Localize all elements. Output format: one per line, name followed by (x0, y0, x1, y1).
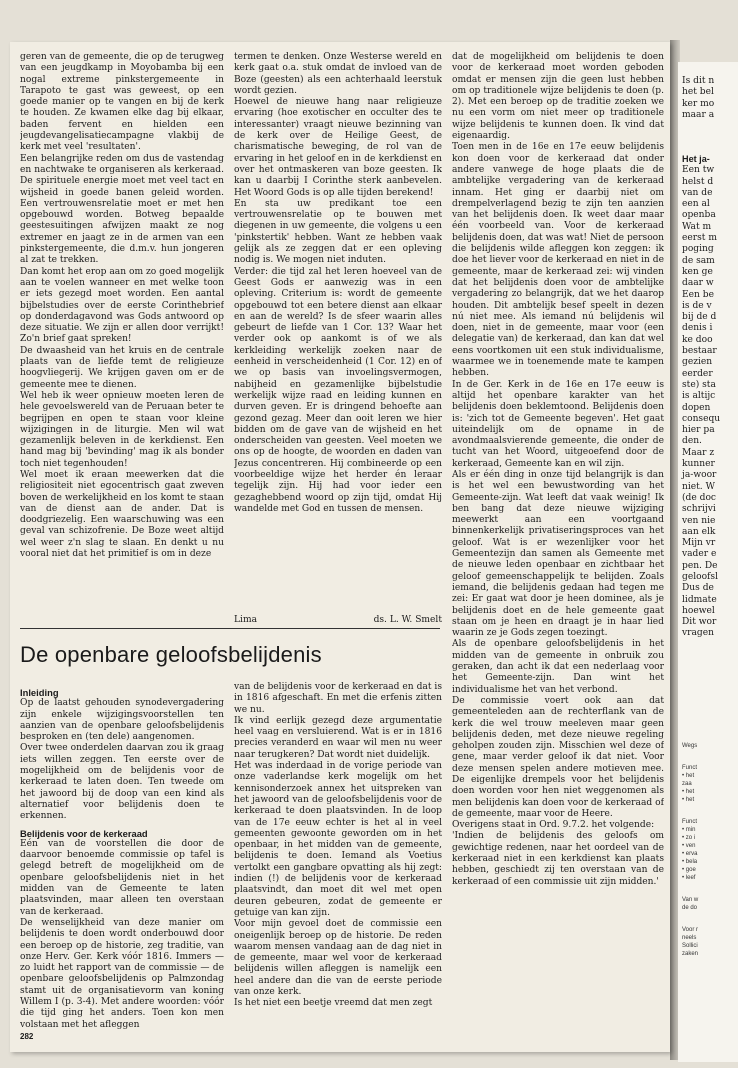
article-column-3 (452, 52, 664, 1042)
text-line: • het (682, 773, 695, 779)
text-line: pen. De (682, 560, 718, 571)
text-line: Dit wor (682, 617, 717, 628)
article-title: De openbare geloofsbelijdenis (20, 642, 322, 667)
paragraph: Hoewel de nieuwe hang naar religieuze ervaring (hoe exotischer en occulter des te interessanter) vraagt nieuwe bezinning van de kerk over de Heilige Geest, de charismatische beweging, de rol van de ervaring in het geloof en in de kerkdienst en over het ontmaskeren van boze geesten. Ik kan u daarbij I Corinthe sterk aanbevelen. Het Woord Gods is op alle tijden berekend! (234, 97, 442, 198)
next-page-mid-text (682, 154, 720, 640)
text-line: bij de d (682, 312, 717, 323)
text-line: het bel (682, 87, 714, 98)
paragraph: termen te denken. Onze Westerse wereld en kerk gaat o.a. stuk omdat de invloed van de Boze (geesten) als een achterhaald leerstuk wordt gezien. (234, 52, 442, 96)
text-line: • zo i (682, 835, 696, 841)
text-line: • goe (682, 867, 696, 873)
paragraph: Een belangrijke reden om dus de vastendag en nachtwake te organiseren als kerkeraad. De spirituele energie moet met veel tact en wijsheid in goede banen geleid worden. Een vertrouwensrelatie moet er met hen opgebouwd worden. Botweg bepaalde geestesuitingen afwijzen maakt ze nog extremer en jaagt ze in de armen van een pinkstergemeente, die d.m.v. hun jongeren al zat te trekken. (20, 153, 224, 266)
text-line: Maar z (682, 447, 715, 458)
text-line: van de (682, 187, 713, 198)
paragraph: De dwaasheid van het kruis en de centrale plaats van de liefde temt de religieuze hoogvliegerij. We krijgen gaven om er de gemeente mee te dienen. (20, 345, 224, 390)
paragraph: Toen men in de 16e en 17e eeuw belijdenis kon doen voor de kerkeraad dat onder andere vanwege de hoge plaats die de ambtelijke vergadering van de kerkeraad innam. Het ging er daarbij niet om drempelverlagend bezig te zijn ten aanzien van het belijdenis doen. Ik weet daar maar één voorbeeld van. Voor de kerkeraad belijdenis doen, dat was wat! Niet de persoon die belijdenis wilde afleggen kon zeggen: ik doe het liever voor de kerkeraad en niet in de gemeente, maar de kerkeraad zei: wij vinden dat het belijdenis doen voor de ambtelijke vergadering zo belangrijk, dat we het daarop houden. Dit ambtelijk besef speelt in dezen nú niet mee. Als iemand nú belijdenis wil doen, niet in de gemeente, maar voor (een delegatie van) de kerkeraad, dan kan dat wel eens voortkomen uit een stuk individualisme, waarmee we in toenemende mate te kampen hebben. (452, 142, 664, 379)
paragraph: Het was inderdaad in de vorige periode van onze vaderlandse kerk mogelijk om het kennisonderzoek annex het uitspreken van het jawoord van de geloofsbelijdenis voor de kerkeraad te doen plaatsvinden. In de loop van de 17e eeuw echter is het al in veel gemeenten gewoonte geworden om in het openbaar, in het midden van de gemeente, belijdenis te doen. Iemand als Voetius vertolkt een gangbare opvatting als hij zegt: indien (!) de belijdenis voor de kerkeraad plaatsvindt, dan moet dit wel met open deuren gebeuren, zodat de gemeente er getuige van kan zijn. (234, 761, 442, 918)
text-line: bestaar (682, 346, 717, 357)
text-line: dopen (682, 402, 711, 413)
paragraph: Voor mijn gevoel doet de commissie een oneigenlijk beroep op de historie. De reden waarom mensen vandaag aan de dag niet in de gemeente, maar wel voor de kerkeraad belijdenis willen afleggen is namelijk een heel andere dan die van de eerste periode van onze kerk. (234, 919, 442, 998)
paragraph: Als de openbare geloofsbelijdenis in het midden van de gemeente in onbruik zou geraken, dan acht ik dat een nederlaag voor het Gemeente-zijn. Dan wint het individualisme het van het verbond. (452, 639, 664, 695)
text-line: • min (682, 827, 696, 833)
text-line: maar a (682, 109, 715, 120)
text-line: neels (682, 935, 697, 941)
paragraph: van de belijdenis voor de kerkeraad en dat is in 1816 afgeschaft. En met die erfenis zitten we nu. (234, 682, 442, 715)
text-line: Dus de (682, 583, 714, 594)
next-page-mid-lines (682, 165, 720, 639)
text-line: vader e (682, 549, 717, 560)
article-column-4 (20, 682, 224, 1037)
article-divider (20, 628, 440, 629)
text-line: • ven (682, 843, 696, 849)
paragraph: Over twee onderdelen daarvan zou ik graag iets willen zeggen. Ten eerste over de mogelijkheid om de belijdenis voor de kerkeraad te laten doen. Ten tweede om het jawoord bij de doop van een kind als alternatief voor belijdenis doen te erkennen. (20, 743, 224, 822)
paragraph: Dan komt het erop aan om zo goed mogelijk aan te voelen wanneer en met welke toon er iets gezegd moet worden. Een aantal bijbelstudies over de eerste Corinthebrief op donderdagavond was Gods antwoord op deze situatie. We zijn er allen door verrijkt! Zo'n brief gaat spreken! (20, 266, 224, 345)
text-line: een al (682, 199, 710, 210)
article-column-5 (234, 682, 442, 1037)
text-line: eerst m (682, 233, 717, 244)
paragraph: 'Indien de belijdenis des geloofs om gewichtige redenen, naar het oordeel van de kerkeraad niet in een kerkdienst kan plaats hebben, geschiedt zij ten overstaan van de kerkeraad of een commissie uit zijn midden.' (452, 831, 664, 887)
text-line (682, 912, 698, 926)
text-line: denis i (682, 323, 713, 334)
paragraph: In de Ger. Kerk in de 16e en 17e eeuw is altijd het openbare karakter van het belijdenis doen beklemtoond. Belijdenis doen is: 'zich tot de Gemeente begeven'. Het gaat uiteindelijk om de opname in de avondmaalsvierende gemeente, die onder de tucht van het Woord, uitgeoefend door de kerkeraad, Gemeente kan en wil zijn. (452, 379, 664, 469)
text-line: lidmate (682, 594, 717, 605)
text-line: Wat m (682, 221, 712, 232)
paragraph: dat de mogelijkheid om belijdenis te doen voor de kerkeraad moet worden geboden omdat er mensen zijn die geen lust hebben om op traditionele wijze belijdenis te doen (p. 2). Met een beroep op de traditie zoeken we nu een vorm om niet meer op traditionele wijze belijdenis te kunnen doen. Ik vind dat eigenaardig. (452, 52, 664, 142)
section-heading: Belijdenis voor de kerkeraad (20, 827, 148, 839)
text-line: ja-woor (682, 470, 717, 481)
text-line: Een tw (682, 165, 715, 176)
text-line: ke doo (682, 334, 713, 345)
next-page-small-text (682, 742, 698, 958)
paragraph: De wenselijkheid van deze manier om belijdenis te doen wordt onderbouwd door een beroep op de historie, zeg traditie, van onze Herv. Ger. Kerk vóór 1816. Immers — zo luidt het rapport van de commissie — de openbare geloofsbelijdenis op Palmzondag stamt uit de organisatievorm van koning Willem I (p. 3-4). Met andere woorden: vóór die tijd ging het anders. Toen kon men volstaan met het afleggen (20, 917, 224, 1030)
text-line: eerder (682, 368, 713, 379)
author-signature (234, 615, 442, 625)
text-line: • leef (682, 875, 696, 881)
text-line: consequ (682, 413, 721, 424)
paragraph: Eén van de voorstellen die door de daarvoor benoemde commissie op tafel is gelegd betreft de mogelijkheid om de openbare geloofsbelijdenis niet in het midden van de Gemeente te laten plaatsvinden, maar alleen ten overstaan van de kerkeraad. (20, 838, 224, 917)
paragraph: Wel heb ik weer opnieuw moeten leren de hele gevoelswereld van de Peruaan beter te begrijpen en open te staan voor kleine wijzigingen in de liturgie. Men wil wat gezamenlijk beleven in de kerkdienst. Een hand mag bij 'bevinding' mag ik als bonder toch niet tegenhouden! (20, 390, 224, 469)
text-line: is de v (682, 300, 712, 311)
page-number: 282 (20, 1032, 34, 1041)
text-line: niet. W (682, 481, 715, 492)
magazine-page (10, 42, 670, 1052)
paragraph: Overigens staat in Ord. 9.7.2. het volgende: (452, 820, 655, 831)
paragraph: Wel moet ik eraan meewerken dat die religiositeit niet egocentrisch gaat zweven boven de werkelijkheid en los komt te staan van de dienst aan de ander. Dat is doodgriezelig. Een waarschuwing was een geval van schizofrenie. De Boze weet altijd wel weer z'n slag te slaan. En denkt u nu vooral niet dat het primitief is om in deze (20, 469, 224, 560)
text-line: ste) sta (682, 379, 716, 390)
text-line: den. (682, 436, 702, 447)
text-line: ker mo (682, 98, 715, 109)
text-line: vragen (682, 628, 714, 639)
paragraph: Is het niet een beetje vreemd dat men zegt (234, 998, 433, 1009)
paragraph: De commissie voert ook aan dat gemeenteleden aan de rechterflank van de kerk die wel trouw meeleven maar geen belijdenis deden, met deze nieuwe regeling geholpen zouden zijn. Misschien wel deze of gene, maar verder geloof ik dat niet. Voor deze mensen spelen andere motieven mee. De eigenlijke drempels voor het belijdenis doen worden voor hen niet weggenomen als men belijdenis kan doen voor de kerkeraad of de gemeente, maar voor de Heere. (452, 695, 664, 819)
text-line: (de doc (682, 492, 717, 503)
text-line: zaken (682, 951, 699, 957)
text-line (682, 750, 698, 764)
text-line: Voor r (682, 927, 699, 933)
text-line: kunner (682, 459, 715, 470)
text-line: gezien (682, 357, 713, 368)
next-page-fragment (678, 62, 738, 1062)
text-line: • erva (682, 851, 698, 857)
text-line (682, 882, 698, 896)
text-line: de sam (682, 255, 715, 266)
text-line: de do (682, 905, 698, 911)
article-column-2 (234, 52, 442, 625)
paragraph: Verder: die tijd zal het leren hoeveel van de Geest Gods er aanwezig was in een opleving. Criterium is: wordt de gemeente opgebouwd tot een betere dienst aan elkaar en aan de wereld? Is de sfeer waarin alles gebeurt de liefde van 1 Cor. 13? Waar het verder ook op aankomt is of we als kerkleiding werkelijk zoeken naar de eenheid in verscheidenheid (1 Cor. 12) en of we op basis van invoelingsvermogen, nabijheid en gezamenlijke bijbelstudie werkelijk wijze raad en leiding kunnen en durven geven. Er is dringend behoefte aan gezond gezag. Meer dan ooit leren we hier bidden om de gave van de wijsheid en het onderscheiden van geesten. Veel moeten we ons op de hoogte, de woorden en daden van Jezus concentreren. Hij combineerde op een voorbeeldige wijze het herder én leraar tegelijk zijn. Hij had voor ieder een gezaghebbend woord op zijn tijd, omdat Hij wandelde met God en tussen de mensen. (234, 266, 442, 514)
text-line: • het (682, 789, 695, 795)
next-page-top-text (682, 76, 714, 121)
signature-author: ds. L. W. Smelt (373, 615, 442, 625)
text-line: hoewel (682, 605, 715, 616)
text-line (682, 804, 698, 818)
text-line: ven nie (682, 515, 716, 526)
text-line: openba (682, 210, 716, 221)
text-line: Mijn vr (682, 538, 716, 549)
text-line: • bela (682, 859, 698, 865)
text-line: ken ge (682, 266, 713, 277)
text-line: is altijc (682, 391, 716, 402)
text-line: • het (682, 797, 695, 803)
paragraph: geren van de gemeente, die op de terugweg van een jeugdkamp in Moyobamba bij een nogal extreme pinkstergemeente in Tarapoto te gast was geweest, op een goede manier op te vangen en bij de kerk te houden. Ze kwamen elke dag bij elkaar, baden fervent en hielden een jeugdevangelisatiecampagne vlakbij de kerk met veel 'resultaten'. (20, 52, 224, 153)
text-line: Sollici (682, 943, 698, 949)
text-line: daar w (682, 278, 714, 289)
text-line: hier pa (682, 425, 715, 436)
text-line: geloofsl (682, 571, 719, 582)
text-line: Van w (682, 897, 699, 903)
text-line: Funct (682, 765, 698, 771)
text-line: Een be (682, 289, 714, 300)
paragraph: Als er één ding in onze tijd belangrijk is dan is het wel een bewustwording van het Gemeente-zijn. Wat leeft dat vaak weinig! Ik ben bang dat deze nieuwe wijziging meewerkt aan een voortgaand binnenkerkelijk privatiseringsproces van het geloof. Wat is er wezenlijker voor het Gemeentezijn dan samen als Gemeente met de nieuwe leden openbaar en zichtbaar het geloof gemeenschappelijk te belijden. Zoals iemand, die belijdenis gedaan had tegen me zei: Er gaat wat door je heen dominee, als je belijdenis doet en de hele gemeente gaat staan om je heen en draagt je in haar lied waarin ze je Gods zegen toezingt. (452, 469, 664, 639)
paragraph: Op de laatst gehouden synodevergadering zijn enkele wijzigingsvoorstellen ten aanzien van de openbare geloofsbelijdenis besproken en (ten dele) aangenomen. (20, 698, 224, 743)
text-line: poging (682, 244, 714, 255)
section-heading: Inleiding (20, 687, 59, 698)
text-line: aan elk (682, 526, 716, 537)
paragraph: En sta uw predikant toe een vertrouwensrelatie op te bouwen met diegenen in uw gemeente, die volgens u een 'pinkstertik' hebben. Want ze hebben vaak gelijk als ze zeggen dat er een opleving nodig is. We mogen niet induten. (234, 198, 442, 266)
article-column-1 (20, 52, 224, 625)
text-line: Wegs (682, 743, 698, 749)
text-line: schrijvi (682, 504, 716, 515)
text-line: helst d (682, 176, 714, 187)
text-line: Funct (682, 819, 698, 825)
signature-place: Lima (234, 615, 257, 625)
text-line: Is dit n (682, 76, 715, 86)
paragraph: Ik vind eerlijk gezegd deze argumentatie heel vaag en versluierend. Wat is er in 1816 precies veranderd en waar wil men nu weer naar terugkeren? Dat wordt niet duidelijk. (234, 715, 442, 760)
section-heading: Het ja- (682, 154, 710, 164)
text-line: zaa (682, 781, 692, 787)
